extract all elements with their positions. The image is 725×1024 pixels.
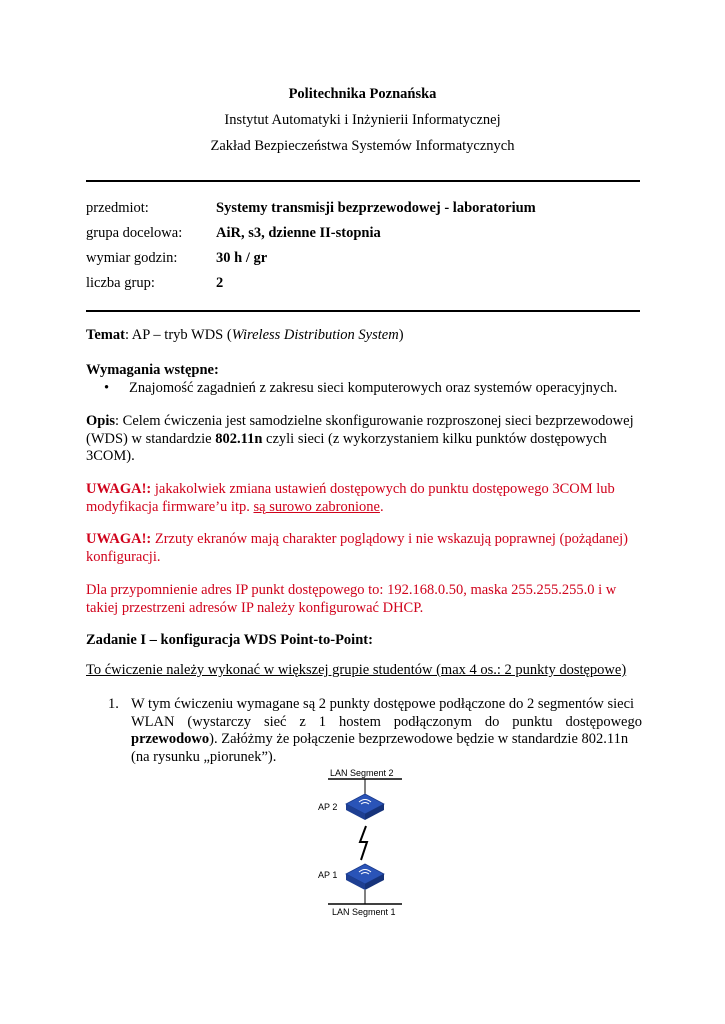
bottom-divider xyxy=(86,310,640,312)
step-1-line-2: WLAN (wystarczy sieć z 1 hostem podłączonym do punktu dostępowego xyxy=(131,713,642,730)
step-1-line-4: (na rysunku „piorunek”). xyxy=(131,748,277,765)
ap1-label: AP 1 xyxy=(318,870,338,880)
info-value-hours: 30 h / gr xyxy=(216,250,268,266)
ap2-label: AP 2 xyxy=(318,802,338,812)
warning-1 xyxy=(86,481,642,516)
warning-1-line-1: UWAGA!: jakakolwiek zmiana ustawień dostępowych do punktu dostępowego 3COM lub xyxy=(86,481,615,497)
warning-2-label: UWAGA!: xyxy=(86,531,152,547)
info-label-group: grupa docelowa: xyxy=(86,225,183,241)
warning-2-line-2: konfiguracji. xyxy=(86,548,161,565)
description-line-3: 3COM). xyxy=(86,448,135,464)
step-number: 1. xyxy=(108,696,119,712)
university-name: Politechnika Poznańska xyxy=(288,86,437,102)
top-divider xyxy=(86,180,640,182)
warning-1-label: UWAGA!: xyxy=(86,481,152,497)
ip-reminder-line-1: Dla przypomnienie adres IP punkt dostępowego to: 192.168.0.50, maska 255.255.255.0 i w xyxy=(86,582,617,598)
topic-line xyxy=(86,327,642,345)
department-name: Zakład Bezpieczeństwa Systemów Informatycznych xyxy=(210,138,515,154)
ap2-device-icon xyxy=(346,794,384,820)
topic-close: ) xyxy=(398,327,404,343)
step-1-text xyxy=(131,696,642,766)
ip-reminder xyxy=(86,582,642,617)
step-1-line-1: W tym ćwiczeniu wymagane są 2 punkty dostępowe podłączone do 2 segmentów sieci xyxy=(131,696,635,712)
description-label: Opis xyxy=(86,413,116,429)
info-label-subject: przedmiot: xyxy=(86,200,149,216)
topic-italic: Wireless Distribution System xyxy=(231,327,399,343)
institute-name: Instytut Automatyki i Inżynierii Informatycznej xyxy=(224,112,501,128)
warning-2-line-1: UWAGA!: Zrzuty ekranów mają charakter poglądowy i nie wskazują poprawnej (pożądanej) xyxy=(86,531,628,547)
task-title: Zadanie I – konfiguracja WDS Point-to-Point: xyxy=(86,632,373,648)
forbidden-text: są surowo zabronione xyxy=(253,498,380,515)
warning-2 xyxy=(86,531,642,566)
description-line-1: Opis: Celem ćwiczenia jest samodzielne skonfigurowanie rozproszonej sieci bezprzewodowej xyxy=(86,413,634,429)
step-1-line-3: przewodowo). Załóżmy że połączenie bezprzewodowe będzie w standardzie 802.11n xyxy=(131,731,629,747)
ip-reminder-line-2: takiej przestrzeni adresów IP należy konfigurować DHCP. xyxy=(86,599,424,616)
description-line-2: (WDS) w standardzie 802.11n czyli sieci (z wykorzystaniem kilku punktów dostępowych xyxy=(86,430,607,447)
requirements-title: Wymagania wstępne: xyxy=(86,362,219,378)
wireless-link-icon xyxy=(360,826,367,860)
requirements-bullet: Znajomość zagadnień z zakresu sieci komputerowych oraz systemów operacyjnych. xyxy=(129,380,618,396)
bullet-icon: • xyxy=(104,380,110,396)
info-label-groups: liczba grup: xyxy=(86,275,155,291)
task-note: To ćwiczenie należy wykonać w większej grupie studentów (max 4 os.: 2 punkty dostępowe) xyxy=(86,662,627,678)
topic-label: Temat xyxy=(86,327,125,343)
ap1-device-icon xyxy=(346,864,384,890)
lan-segment-2-label: LAN Segment 2 xyxy=(330,768,394,778)
wds-diagram xyxy=(310,766,420,918)
info-value-group: AiR, s3, dzienne II-stopnia xyxy=(216,225,381,241)
lan-segment-1-label: LAN Segment 1 xyxy=(332,907,396,917)
info-label-hours: wymiar godzin: xyxy=(86,250,178,266)
topic-text: : AP – tryb WDS ( xyxy=(124,327,232,343)
info-value-groups: 2 xyxy=(216,275,224,291)
info-value-subject: Systemy transmisji bezprzewodowej - laboratorium xyxy=(216,200,536,216)
warning-1-line-2: modyfikacja firmware’u itp. są surowo zabronione. xyxy=(86,498,384,515)
description xyxy=(86,413,642,466)
